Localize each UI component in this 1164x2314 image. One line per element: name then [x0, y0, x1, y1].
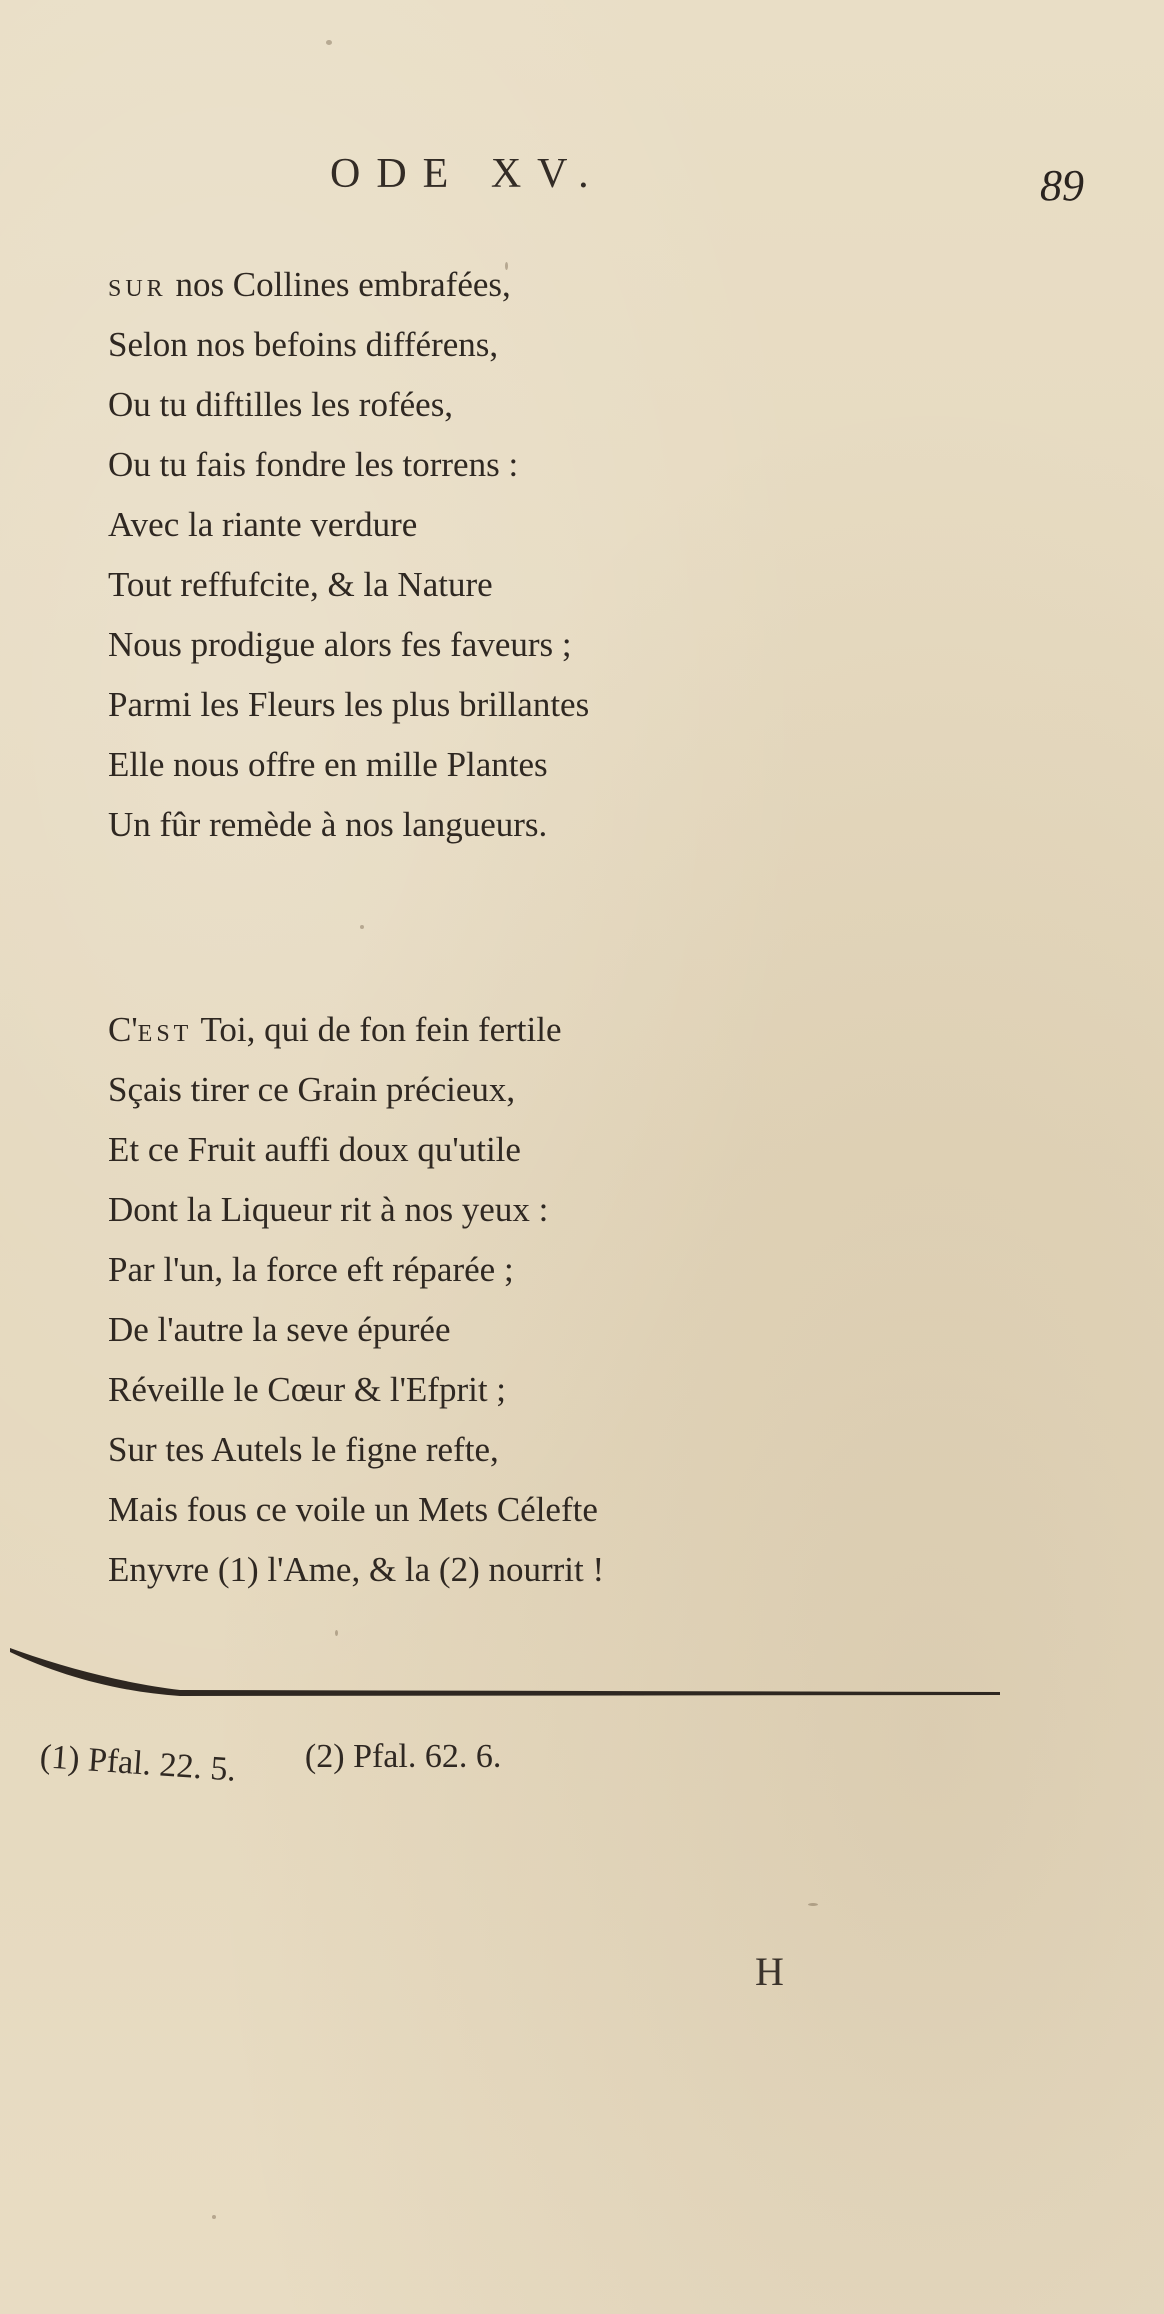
- page-title: ODE XV.: [330, 151, 605, 197]
- verse-line: Ou tu diftilles les rofées,: [108, 385, 454, 424]
- verse-line: Enyvre (1) l'Ame, & la (2) nourrit !: [108, 1550, 605, 1589]
- verse-line: Dont la Liqueur rit à nos yeux :: [108, 1190, 549, 1229]
- verse-line: De l'autre la seve épurée: [108, 1310, 451, 1349]
- verse-line: Nous prodigue alors fes faveurs ;: [108, 625, 572, 664]
- paper-speck: [326, 40, 332, 45]
- paper-speck: [808, 1903, 818, 1906]
- verse-line: Elle nous offre en mille Plantes: [108, 745, 548, 784]
- verse-line: Mais fous ce voile un Mets Célefte: [108, 1490, 598, 1529]
- verse-line: Par l'un, la force eft réparée ;: [108, 1250, 514, 1289]
- stanza-opening-word: EST: [137, 1021, 193, 1047]
- stanza-2: [108, 1000, 604, 1600]
- verse-line: Et ce Fruit auffi doux qu'utile: [108, 1130, 521, 1169]
- verse-line: Réveille le Cœur & l'Efprit ;: [108, 1370, 507, 1409]
- footnote-rule: [10, 1640, 1010, 1700]
- verse-line: [108, 255, 589, 315]
- paper-speck: [335, 1630, 338, 1636]
- verse-text: nos Collines embrafées,: [175, 265, 511, 304]
- footnotes: [38, 1738, 502, 1789]
- verse-line: Avec la riante verdure: [108, 505, 418, 544]
- verse-line: [108, 1000, 604, 1060]
- page-number: 89: [1040, 161, 1084, 210]
- verse-line: Ou tu fais fondre les torrens :: [108, 445, 519, 484]
- paper-speck: [360, 925, 364, 929]
- signature-mark: H: [755, 1949, 784, 1994]
- verse-line: Sur tes Autels le figne refte,: [108, 1430, 499, 1469]
- verse-line: Tout reffufcite, & la Nature: [108, 565, 493, 604]
- footnote: (2) Pfal. 62. 6.: [304, 1738, 502, 1775]
- verse-line: Un fûr remède à nos langueurs.: [108, 805, 548, 844]
- stanza-opening-letter: C': [108, 1010, 138, 1049]
- verse-line: Selon nos befoins différens,: [108, 325, 499, 364]
- verse-line: Sçais tirer ce Grain précieux,: [108, 1070, 516, 1109]
- verse-line: Parmi les Fleurs les plus brillantes: [108, 685, 590, 724]
- verse-text: Toi, qui de fon fein fertile: [200, 1010, 562, 1049]
- stanza-opening-word: SUR: [108, 276, 167, 302]
- footnote: (1) Pfal. 22. 5.: [38, 1738, 238, 1789]
- paper-speck: [212, 2215, 216, 2219]
- stanza-1: [108, 255, 589, 855]
